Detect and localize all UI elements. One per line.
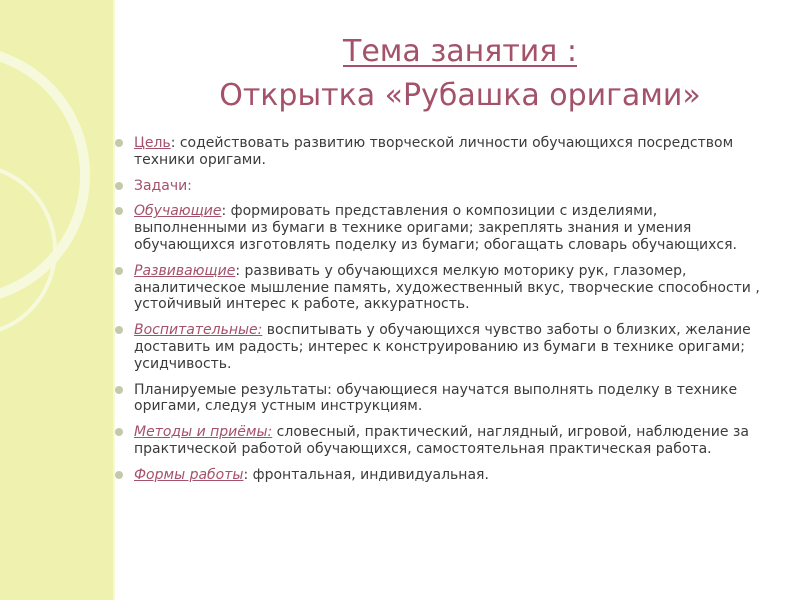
title-subject: Открытка «Рубашка оригами» <box>219 78 701 113</box>
bullet-icon <box>115 139 123 147</box>
lesson-plan-list <box>114 135 774 493</box>
developmental-label: Развивающие <box>134 262 236 279</box>
list-item-developmental <box>114 263 774 313</box>
list-item-expected-results <box>114 382 774 416</box>
bullet-icon <box>115 326 123 334</box>
decorative-circles-icon <box>0 0 113 600</box>
list-item-upbringing <box>114 322 774 372</box>
list-item-methods <box>114 424 774 458</box>
tasks-label: Задачи: <box>134 177 192 194</box>
list-item-work-forms <box>114 467 774 484</box>
title-topic: Тема занятия : <box>343 34 577 69</box>
work-forms-label: Формы работы <box>134 466 244 483</box>
educational-text: : формировать представления о композиции с изделиями, выполненными из бумаги в технике оригами; закреплять знания и умения обучающихся изготовлять поделку из бумаги; обогащать словарь обучающихся. <box>134 203 737 253</box>
expected-results-text: Планируемые результаты: обучающиеся научатся выполнять поделку в технике оригами, следуя устным инструкциям. <box>134 381 738 415</box>
goal-label: Цель <box>134 135 171 151</box>
work-forms-text: : фронтальная, индивидуальная. <box>243 466 489 483</box>
bullet-icon <box>115 207 123 215</box>
bullet-icon <box>115 182 123 190</box>
goal-text: : содействовать развитию творческой личности обучающихся посредством техники оригами. <box>134 135 734 168</box>
bullet-icon <box>115 428 123 436</box>
upbringing-text: воспитывать у обучающихся чувство заботы о близких, желание доставить им радость; интерес к конструированию из бумаги в технике оригами; усидчивость. <box>134 322 751 372</box>
bullet-icon <box>115 267 123 275</box>
page-title <box>140 30 780 118</box>
bullet-icon <box>115 471 123 479</box>
upbringing-label: Воспитательные: <box>134 322 263 339</box>
list-item-tasks <box>114 178 774 195</box>
methods-text: словесный, практический, наглядный, игровой, наблюдение за практической работой обучающихся, самостоятельная практическая работа. <box>134 424 749 457</box>
bullet-icon <box>115 386 123 394</box>
methods-label: Методы и приёмы: <box>134 424 273 441</box>
list-item-goal <box>114 135 774 169</box>
decorative-left-band <box>0 0 115 600</box>
list-item-educational <box>114 203 774 253</box>
developmental-text: : развивать у обучающихся мелкую моторику рук, глазомер, аналитическое мышление память, художественный вкус, творческие способности , устойчивый интерес к работе, аккуратность. <box>134 262 760 313</box>
educational-label: Обучающие <box>134 203 222 220</box>
